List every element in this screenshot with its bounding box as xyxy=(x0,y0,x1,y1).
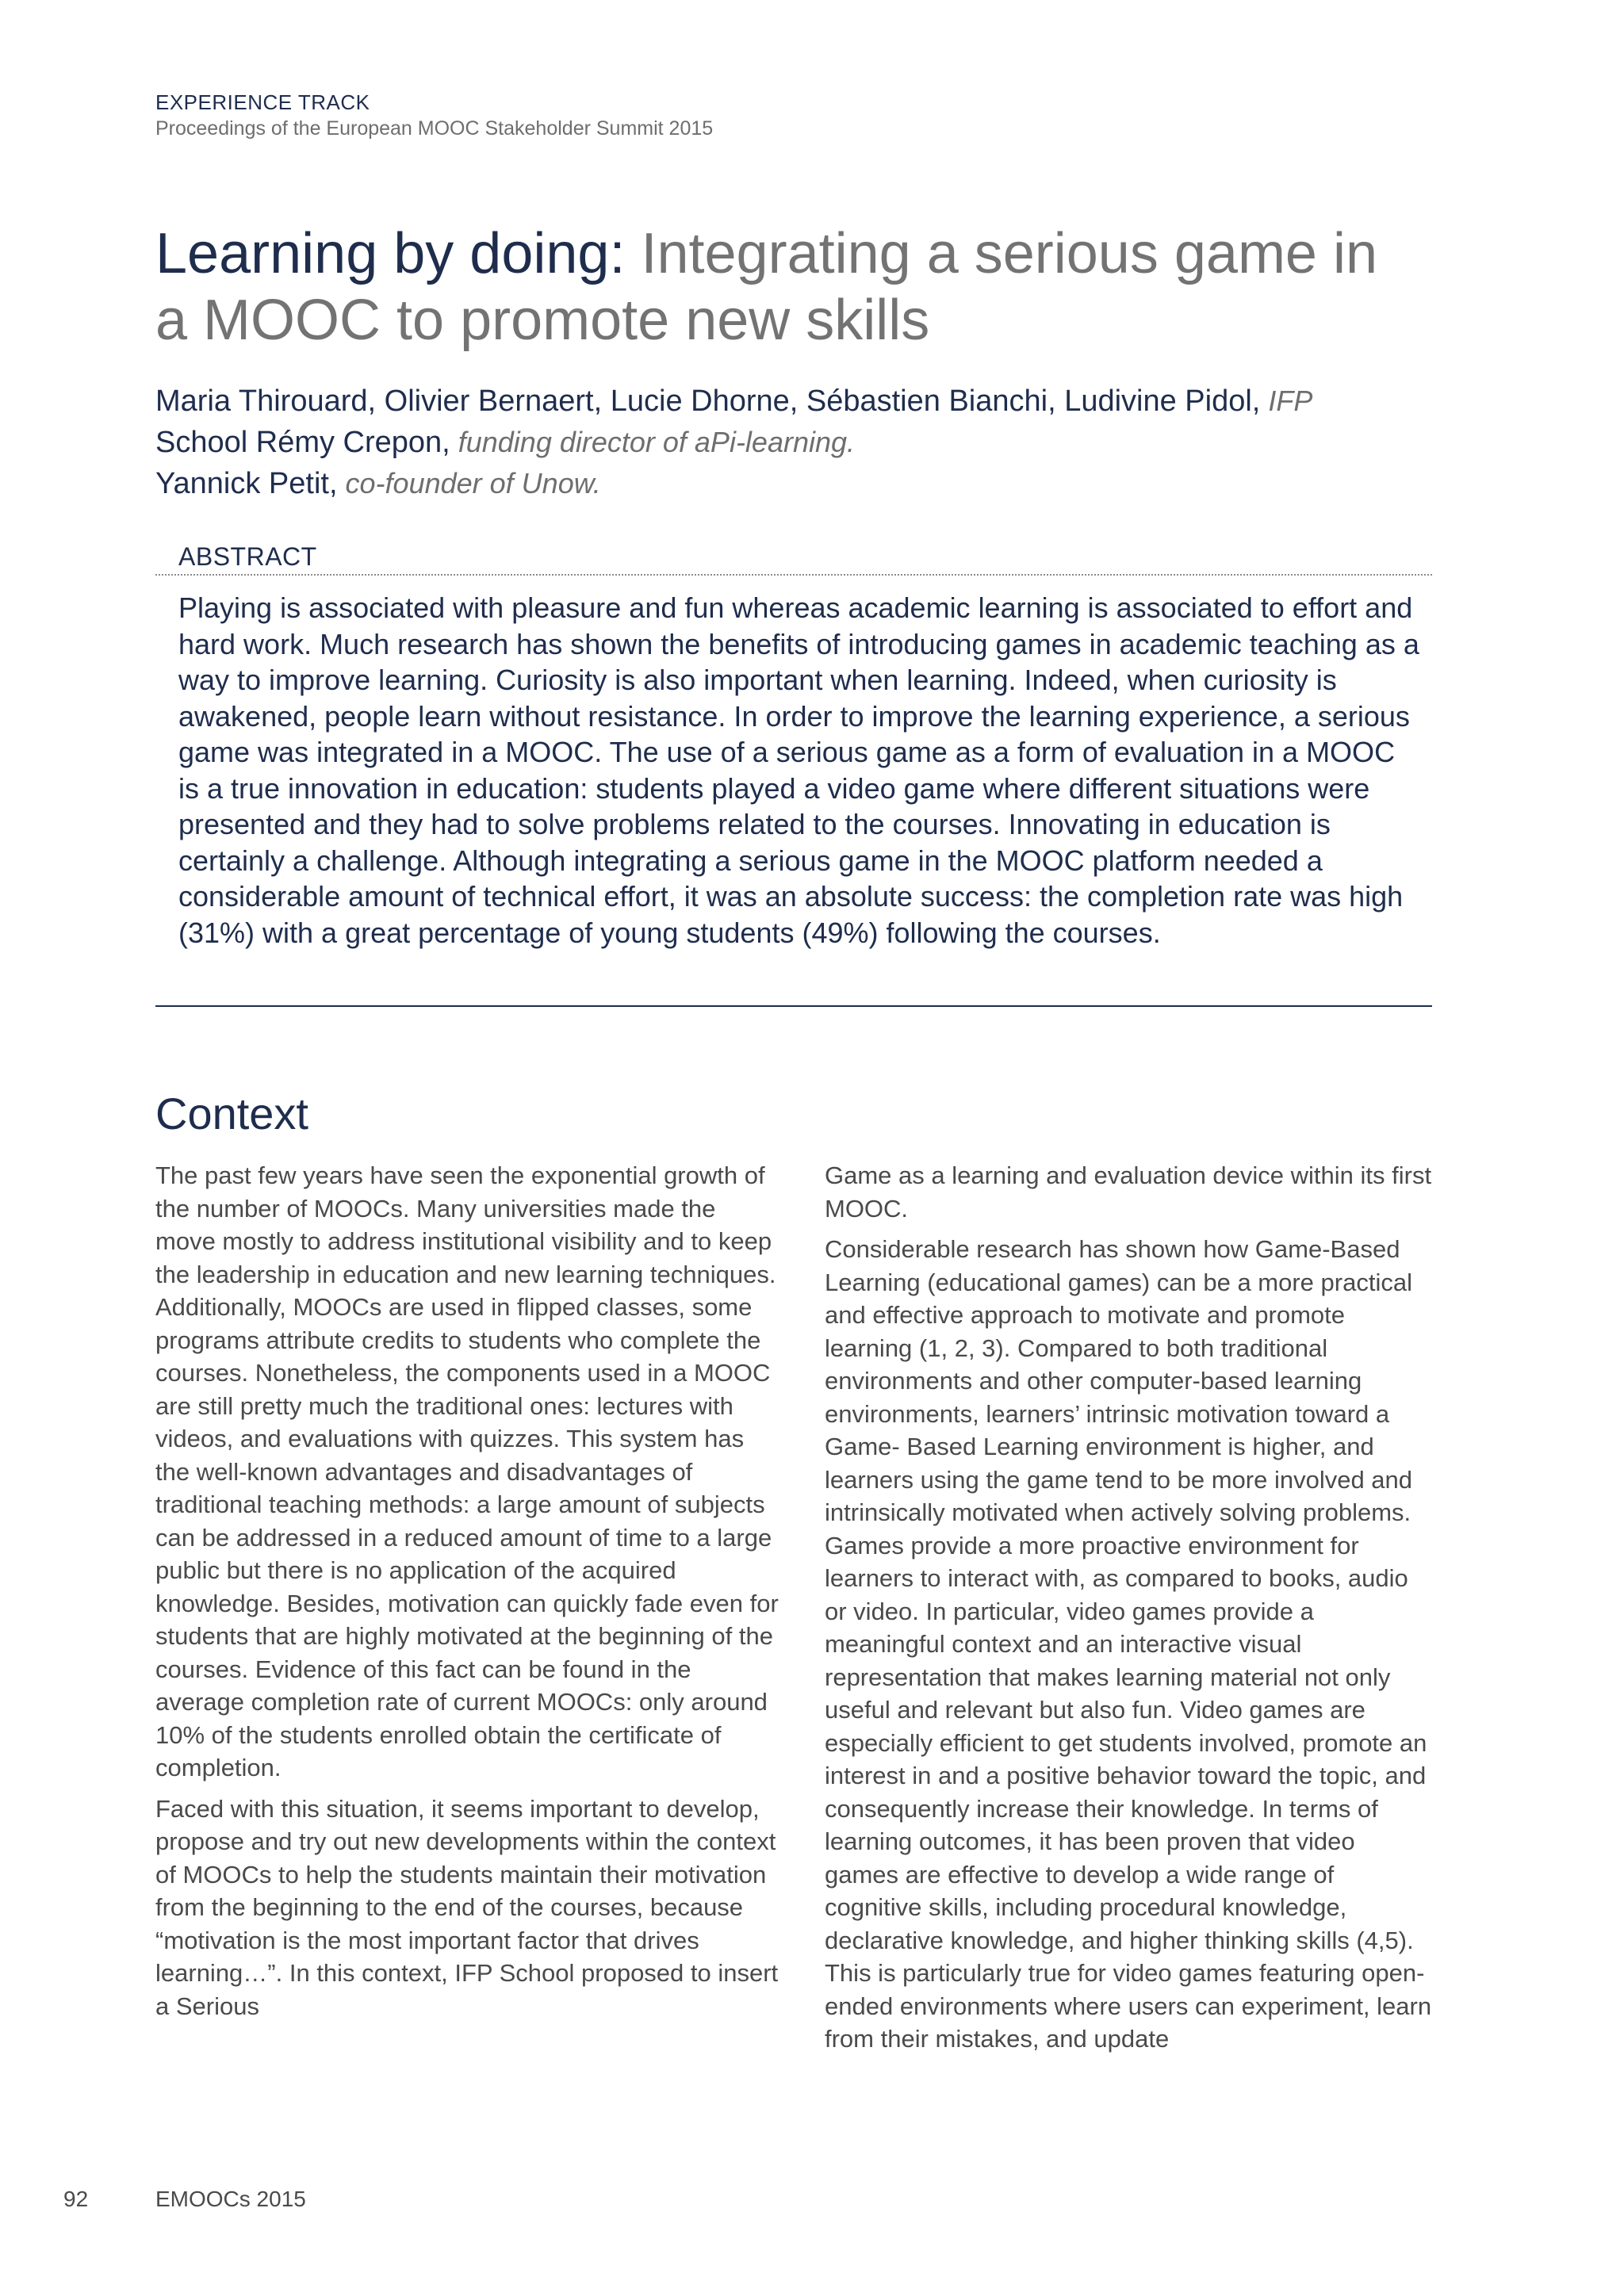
body-paragraph: Faced with this situation, it seems important to develop, propose and try out new developments within the context of MOOCs to help the students maintain their motivation from the beginning to the end of the courses, because “motivation is the most important factor that drives learning…”. In this context, IFP School proposed to insert a Serious xyxy=(155,1794,779,2020)
author-line-2 xyxy=(155,422,1456,463)
body-column-left xyxy=(155,1159,782,2030)
author-affiliation: funding director of aPi-learning. xyxy=(450,426,856,458)
author-affiliation: IFP xyxy=(1260,385,1313,417)
paper-title xyxy=(155,220,1424,354)
body-paragraph: Considerable research has shown how Game-Based Learning (educational games) can be a more practical and effective approach to motivate and promote learning (1, 2, 3). Compared to both traditional environments and other computer-based learning environments, learners’ intrinsic motivation toward a Game- Based Learning environment is higher, and learners using the game tend to be more involved and intrinsically motivated when actively solving problems. Games provide a more proactive environment for learners to interact with, as compared to books, audio or video. In particular, video games provide a meaningful context and an interactive visual representation that makes learning material not only useful and relevant but also fun. Video games are especially efficient to get students involved, promote an interest in and a positive behavior toward the topic, and consequently increase their knowledge. In terms of learning outcomes, it has been proven that video games are effective to develop a wide range of cognitive skills, including procedural knowledge, declarative knowledge, and higher thinking skills (4,5). This is particularly true for video games featuring open-ended environments where users can experiment, learn from their mistakes, and update xyxy=(825,1235,1432,2053)
body-paragraph: Game as a learning and evaluation device within its first MOOC. xyxy=(825,1161,1432,1223)
body-column-right xyxy=(825,1159,1435,2064)
footer-label: EMOOCs 2015 xyxy=(155,2187,306,2211)
title-rest: Integrating a serious game in a MOOC to promote new skills xyxy=(155,222,1378,352)
section-heading-context: Context xyxy=(155,1089,308,1138)
author-line-1 xyxy=(155,381,1456,422)
running-header-track: EXPERIENCE TRACK xyxy=(155,90,370,114)
author-list xyxy=(155,381,1456,504)
abstract-label: ABSTRACT xyxy=(178,542,317,571)
author-affiliation: co-founder of Unow. xyxy=(337,467,601,499)
abstract-text: Playing is associated with pleasure and fun whereas academic learning is associated to effort and hard work. Much research has shown the benefits of introducing games in academic teaching as a way to improve learning. Curiosity is also important when learning. Indeed, when curiosity is awakened, people learn without resistance. In order to improve the learning experience, a serious game was integrated in a MOOC. The use of a serious game as a form of evaluation in a MOOC is a true innovation in education: students played a video game where different situations were presented and they had to solve problems related to the courses. Innovating in education is certainly a challenge. Although integrating a serious game in the MOOC platform needed a considerable amount of technical effort, it was an absolute success: the completion rate was high (31%) with a great percentage of young students (49%) following the courses. xyxy=(178,591,1419,949)
author-line-3 xyxy=(155,463,1456,504)
abstract-divider-solid xyxy=(155,1005,1432,1007)
author-names: Yannick Petit, xyxy=(155,467,338,500)
page-number: 92 xyxy=(63,2187,89,2211)
author-names: Maria Thirouard, Olivier Bernaert, Lucie Dhorne, Sébastien Bianchi, Ludivine Pidol, xyxy=(155,385,1261,418)
body-paragraph: The past few years have seen the exponential growth of the number of MOOCs. Many universities made the move mostly to address institutional visibility and to keep the leadership in education and new learning techniques. Additionally, MOOCs are used in flipped classes, some programs attribute credits to students who complete the courses. Nonetheless, the components used in a MOOC are still pretty much the traditional ones: lectures with videos, and evaluations with quizzes. This system has the well-known advantages and disadvantages of traditional teaching methods: a large amount of subjects can be addressed in a reduced amount of time to a large public but there is no application of the acquired knowledge. Besides, motivation can quickly fade even for students that are highly motivated at the beginning of the courses. Evidence of this fact can be found in the average completion rate of current MOOCs: only around 10% of the students enrolled obtain the certificate of completion. xyxy=(155,1161,779,1781)
abstract-divider-dotted xyxy=(155,574,1432,576)
author-names: School Rémy Crepon, xyxy=(155,426,450,459)
title-strong: Learning by doing: xyxy=(155,222,626,285)
running-header-proceedings: Proceedings of the European MOOC Stakeholder Summit 2015 xyxy=(155,117,714,140)
